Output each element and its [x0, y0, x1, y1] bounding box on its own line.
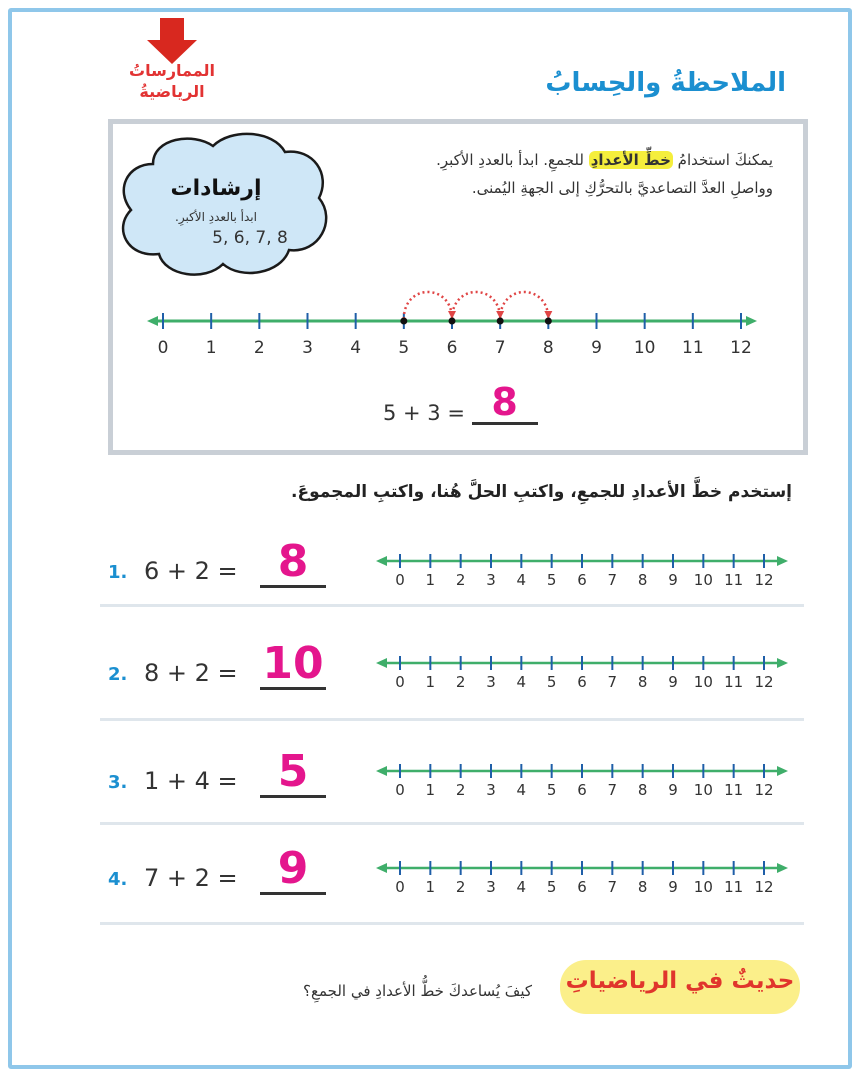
row-divider — [100, 822, 804, 825]
answer-value: 9 — [277, 843, 309, 894]
tip-subtitle: ابدأ بالعددِ الأكبرِ. — [175, 210, 257, 224]
answer-value: 8 — [277, 536, 309, 587]
tick-label: 1 — [425, 673, 436, 691]
exercise-number: 4. — [108, 869, 128, 890]
intro-answer: 8 — [491, 380, 518, 424]
tick-label: 9 — [668, 673, 678, 691]
tick-label: 1 — [425, 781, 436, 799]
tick-label: 7 — [607, 781, 618, 799]
tick-label: 8 — [637, 673, 648, 691]
tick-label: 7 — [607, 673, 618, 691]
intro-text — [393, 146, 773, 202]
tick-label: 11 — [724, 878, 744, 896]
right-arrowhead-icon — [777, 556, 788, 566]
right-arrowhead-icon — [746, 316, 757, 326]
tick-label: 9 — [591, 338, 602, 358]
right-arrowhead-icon — [777, 658, 788, 668]
tick-label: 0 — [157, 338, 169, 358]
tick-label: 3 — [486, 878, 496, 896]
exercise-number-line[interactable] — [372, 543, 792, 603]
page-title: الملاحظةُ والحِسابُ — [545, 68, 786, 98]
exercise-row — [12, 747, 848, 827]
row-divider — [100, 604, 804, 607]
jump-start-dot — [400, 318, 407, 325]
left-arrowhead-icon — [376, 766, 387, 776]
jump-arc — [500, 292, 548, 319]
exercise-equation: 6 + 2 = — [144, 557, 238, 585]
exercise-number: 1. — [108, 562, 128, 583]
talk-math-title: حديثٌ في الرياضياتِ — [565, 968, 795, 994]
answer-blank[interactable] — [260, 746, 326, 798]
tick-label: 3 — [486, 781, 496, 799]
intro-equation — [383, 380, 538, 425]
tick-label: 9 — [668, 781, 678, 799]
answer-blank[interactable] — [260, 638, 326, 690]
exercise-equation: 7 + 2 = — [144, 864, 238, 892]
row-divider — [100, 922, 804, 925]
intro-text-rest: للجمعِ. ابدأ بالعددِ الأكبرِ. وواصلِ العدَّ التصاعديَّ بالتحرُّكِ إلى الجهةِ اليُمنى. — [436, 151, 773, 197]
tick-label: 5 — [546, 571, 557, 589]
intro-text-start: يمكنكَ استخدامُ — [677, 151, 773, 169]
tick-label: 6 — [577, 673, 587, 691]
left-arrowhead-icon — [376, 556, 387, 566]
tick-label: 1 — [205, 338, 217, 358]
tick-label: 5 — [546, 673, 557, 691]
tick-label: 4 — [516, 781, 527, 799]
right-arrowhead-icon — [777, 766, 788, 776]
tick-label: 3 — [486, 571, 496, 589]
tick-label: 8 — [542, 338, 554, 358]
tick-label: 0 — [395, 781, 405, 799]
left-arrowhead-icon — [376, 863, 387, 873]
tick-label: 5 — [398, 338, 410, 358]
answer-blank[interactable] — [260, 536, 326, 588]
tip-sequence: 5, 6, 7, 8 — [212, 228, 288, 248]
tick-label: 3 — [302, 338, 313, 358]
number-line-term: خطِّ الأعدادِ — [590, 151, 671, 169]
tick-label: 12 — [754, 781, 774, 799]
row-divider — [100, 718, 804, 721]
tick-label: 10 — [693, 673, 713, 691]
tick-label: 10 — [693, 878, 713, 896]
intro-equation-text: 5 + 3 = — [383, 401, 465, 425]
tick-label: 7 — [607, 571, 618, 589]
tick-label: 11 — [724, 781, 744, 799]
tick-label: 6 — [446, 338, 458, 358]
tick-label: 2 — [455, 781, 466, 799]
tick-label: 10 — [633, 338, 656, 358]
exercise-equation: 1 + 4 = — [144, 767, 238, 795]
intro-number-line — [141, 264, 771, 364]
jump-arc — [452, 292, 500, 319]
tick-label: 0 — [395, 878, 405, 896]
tick-label: 4 — [350, 338, 362, 358]
tick-label: 7 — [607, 878, 618, 896]
worksheet-page — [8, 8, 852, 1069]
answer-blank[interactable] — [260, 843, 326, 895]
tick-label: 0 — [395, 673, 405, 691]
tick-label: 7 — [494, 338, 506, 358]
tick-label: 11 — [724, 673, 744, 691]
tip-cloud — [113, 124, 333, 284]
tick-label: 11 — [724, 571, 744, 589]
tick-label: 1 — [425, 571, 436, 589]
right-arrowhead-icon — [777, 863, 788, 873]
left-arrowhead-icon — [376, 658, 387, 668]
exercise-instruction: إستخدم خطَّ الأعدادِ للجمعِ، واكتبِ الحلَّ هُنا، واكتبِ المجموعَ. — [291, 482, 792, 502]
tick-label: 4 — [516, 673, 527, 691]
tick-label: 9 — [668, 571, 678, 589]
tick-label: 11 — [682, 338, 704, 358]
intro-answer-blank[interactable] — [472, 380, 538, 425]
tick-label: 12 — [730, 338, 752, 358]
tick-label: 0 — [395, 571, 405, 589]
tick-label: 6 — [577, 781, 587, 799]
math-practices-label: الممارساتُ الرياضيةُ — [129, 61, 215, 101]
exercise-number: 2. — [108, 664, 128, 685]
exercise-number-line[interactable] — [372, 645, 792, 705]
down-arrow-icon — [147, 18, 197, 66]
tick-label: 12 — [754, 878, 774, 896]
exercise-number-line[interactable] — [372, 850, 792, 910]
tick-label: 12 — [754, 673, 774, 691]
tick-label: 1 — [425, 878, 436, 896]
intro-box — [108, 119, 808, 455]
tick-label: 2 — [455, 878, 466, 896]
tick-label: 10 — [693, 781, 713, 799]
exercise-row — [12, 844, 848, 924]
tick-label: 8 — [637, 878, 648, 896]
tick-label: 8 — [637, 571, 648, 589]
tick-label: 8 — [637, 781, 648, 799]
tick-label: 3 — [486, 673, 496, 691]
answer-value: 10 — [262, 638, 324, 689]
jump-end-dot — [545, 318, 552, 325]
jump-start-dot — [497, 318, 504, 325]
tick-label: 2 — [455, 571, 466, 589]
tick-label: 9 — [668, 878, 678, 896]
tick-label: 4 — [516, 571, 527, 589]
tick-label: 6 — [577, 571, 587, 589]
tick-label: 4 — [516, 878, 527, 896]
jump-start-dot — [449, 318, 456, 325]
tick-label: 2 — [455, 673, 466, 691]
tick-label: 2 — [253, 338, 265, 358]
answer-value: 5 — [277, 746, 309, 797]
left-arrowhead-icon — [147, 316, 158, 326]
exercise-number-line[interactable] — [372, 753, 792, 813]
tick-label: 10 — [693, 571, 713, 589]
exercise-number: 3. — [108, 772, 128, 793]
tick-label: 5 — [546, 878, 557, 896]
tick-label: 12 — [754, 571, 774, 589]
exercise-row — [12, 639, 848, 719]
tick-label: 5 — [546, 781, 557, 799]
exercise-equation: 8 + 2 = — [144, 659, 238, 687]
tip-title: إرشادات — [170, 176, 262, 201]
talk-math-question: كيفَ يُساعدكَ خطُّ الأعدادِ في الجمعِ؟ — [303, 982, 532, 1000]
jump-arc — [404, 292, 452, 319]
tick-label: 6 — [577, 878, 587, 896]
